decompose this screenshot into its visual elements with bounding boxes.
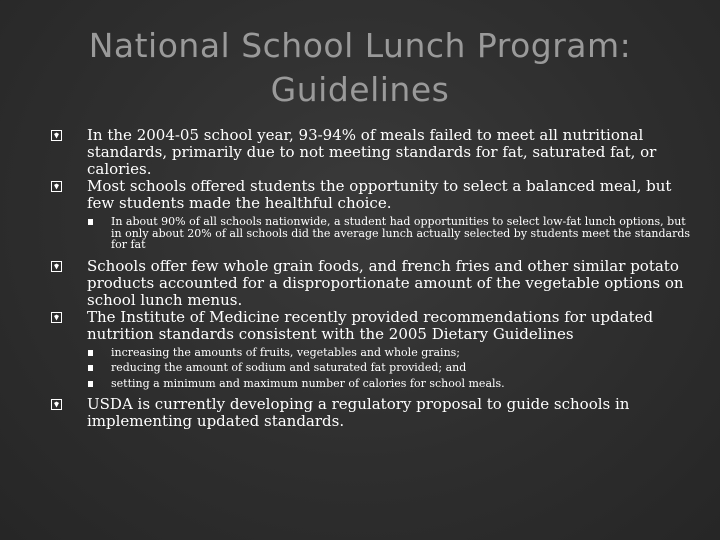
bullet-text: USDA is currently developing a regulatory proposal to guide schools in implementing updated standards. [87, 395, 630, 430]
bullet-item [51, 178, 691, 212]
square-bullet-icon [87, 364, 95, 372]
bullet-text: The Institute of Medicine recently provided recommendations for updated nutrition standards consistent with the 2005 Dietary Guidelines [87, 307, 654, 343]
bullet-item [51, 396, 691, 430]
sub-bullet-text: increasing the amounts of fruits, vegetables and whole grains; [111, 345, 461, 359]
title-line-1: National School Lunch Program: [88, 26, 632, 65]
bullet-text: Schools offer few whole grain foods, and french fries and other similar potato products accounted for a disproportionate amount of the vegetable options on school lunch menus. [87, 256, 684, 309]
box-bullet-icon [51, 399, 62, 410]
sub-bullet-text: reducing the amount of sodium and saturated fat provided; and [111, 361, 467, 374]
sub-bullet-text: In about 90% of all schools nationwide, a student had opportunities to select low-fat lunch options, but in only about 20% of all schools did the average lunch actually selected by students meet the standards for fat [111, 215, 691, 251]
sub-bullet-item [87, 347, 691, 359]
bullet-item [51, 127, 691, 178]
slide-title [40, 24, 680, 112]
box-bullet-icon [51, 312, 62, 323]
square-bullet-icon [87, 218, 95, 226]
box-bullet-icon [51, 181, 62, 192]
sub-bullet-item [87, 362, 691, 374]
title-line-2: Guidelines [270, 70, 450, 109]
sub-bullet-item [87, 378, 691, 390]
box-bullet-icon [51, 261, 62, 272]
bullet-text: In the 2004-05 school year, 93-94% of meals failed to meet all nutritional standards, primarily due to not meeting standards for fat, saturated fat, or calories. [87, 126, 657, 178]
square-bullet-icon [87, 380, 95, 388]
bullet-item [51, 309, 691, 343]
sub-bullet-text: setting a minimum and maximum number of calories for school meals. [111, 376, 505, 390]
bullet-text: Most schools offered students the opportunity to select a balanced meal, but few students made the healthful choice. [87, 177, 672, 212]
box-bullet-icon [51, 130, 62, 141]
bullet-item [51, 258, 691, 309]
square-bullet-icon [87, 349, 95, 357]
bullet-list [51, 127, 691, 430]
sub-bullet-item [87, 216, 691, 251]
